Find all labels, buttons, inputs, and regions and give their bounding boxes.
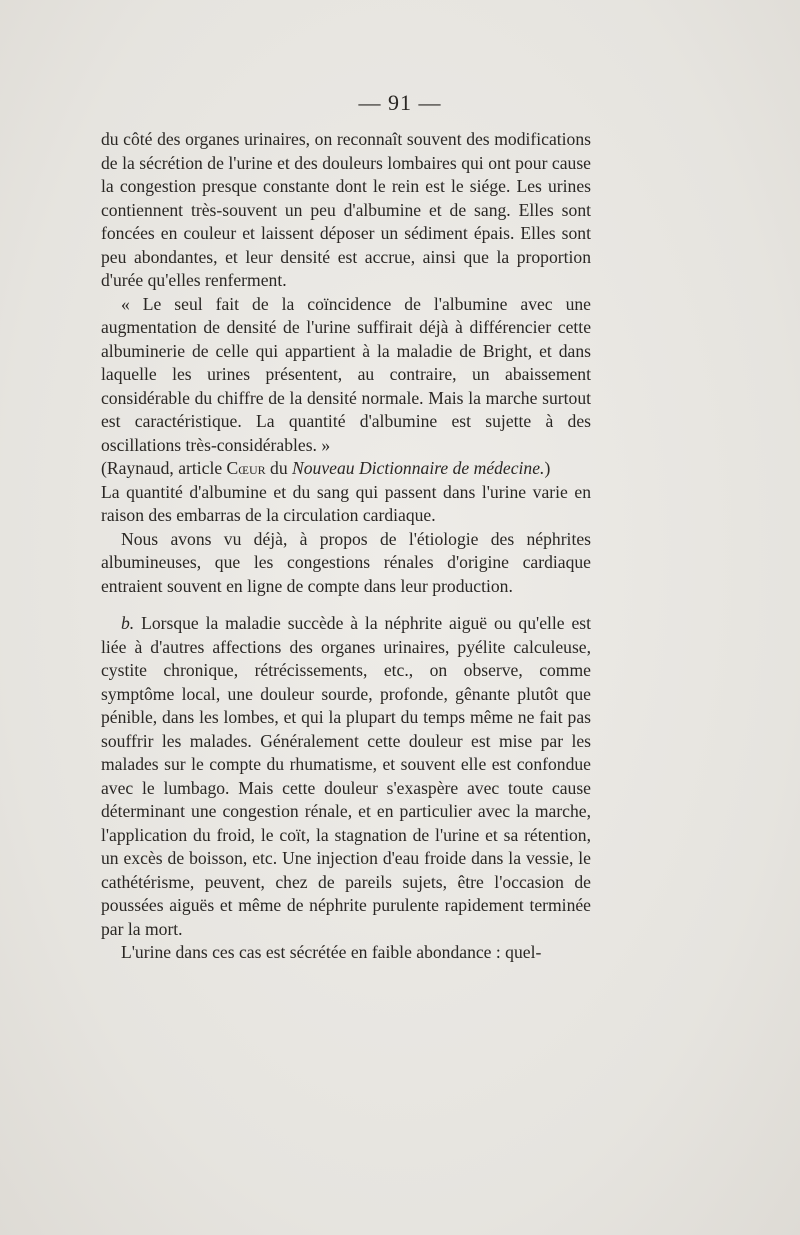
paragraph-7: L'urine dans ces cas est sécrétée en faible abondance : quel- [121, 942, 542, 962]
citation-article: Cœur [226, 458, 266, 478]
body-text [101, 128, 591, 965]
section-label: b. [121, 613, 135, 633]
paragraph-2-quote: « Le seul fait de la coïncidence de l'albumine avec une augmentation de densité de l'urine suffirait déjà à différencier cette albuminerie de celle qui appartient à la maladie de Bright, et dans laquelle les urines présentent, au contraire, un abaissement considérable du chiffre de la densité normale. Mais la marche surtout est caractéristique. La quantité d'albumine est sujette à des oscillations très-considérables. » [101, 293, 591, 455]
page-number: — 91 — [358, 90, 442, 115]
citation-mid: du [265, 458, 293, 478]
paragraph-1: du côté des organes urinaires, on reconnaît souvent des modifications de la sécrétion de l'urine et des douleurs lombaires qui ont pour cause la congestion presque constante dont le rein est le siége. Les urines contiennent très-souvent un peu d'albumine et de sang. Elles sont foncées en couleur et laissent déposer un sédiment épais. Elles sont peu abondantes, et leur densité est accrue, ainsi que la proportion d'urée qu'elles renferment. [101, 129, 591, 290]
paragraph-5: Nous avons vu déjà, à propos de l'étiologie des néphrites albumineuses, que les congestions rénales d'origine cardiaque entraient souvent en ligne de compte dans leur production. [101, 528, 591, 596]
paragraph-6 [101, 612, 591, 941]
paragraph-4: La quantité d'albumine et du sang qui passent dans l'urine varie en raison des embarras de la circulation cardiaque. [101, 481, 591, 525]
citation-suffix: ) [544, 458, 551, 478]
citation-title: Nouveau Dictionnaire de médecine. [292, 458, 545, 478]
paragraph-6-text: Lorsque la maladie succède à la néphrite aiguë ou qu'elle est liée à d'autres affections des organes urinaires, pyélite calculeuse, cystite chronique, rétrécissements, etc., on observe, comme symptôme local, une douleur sourde, profonde, gênante plutôt que pénible, dans les lombes, et qui la plupart du temps même ne fait pas souffrir les malades. Généralement cette douleur est mise par les malades sur le compte du rhumatisme, et souvent elle est confondue avec le lumbago. Mais cette douleur s'exaspère avec toute cause déterminant une congestion rénale, et en particulier avec la marche, l'application du froid, le coït, la stagnation de l'urine et sa rétention, un excès de boisson, etc. Une injection d'eau froide dans la vessie, le cathétérisme, peuvent, chez de pareils sujets, être l'occasion de poussées aiguës et même de néphrite purulente rapidement terminée par la mort. [101, 613, 591, 939]
paragraph-3-citation [101, 457, 591, 481]
citation-prefix: (Raynaud, article [101, 458, 227, 478]
